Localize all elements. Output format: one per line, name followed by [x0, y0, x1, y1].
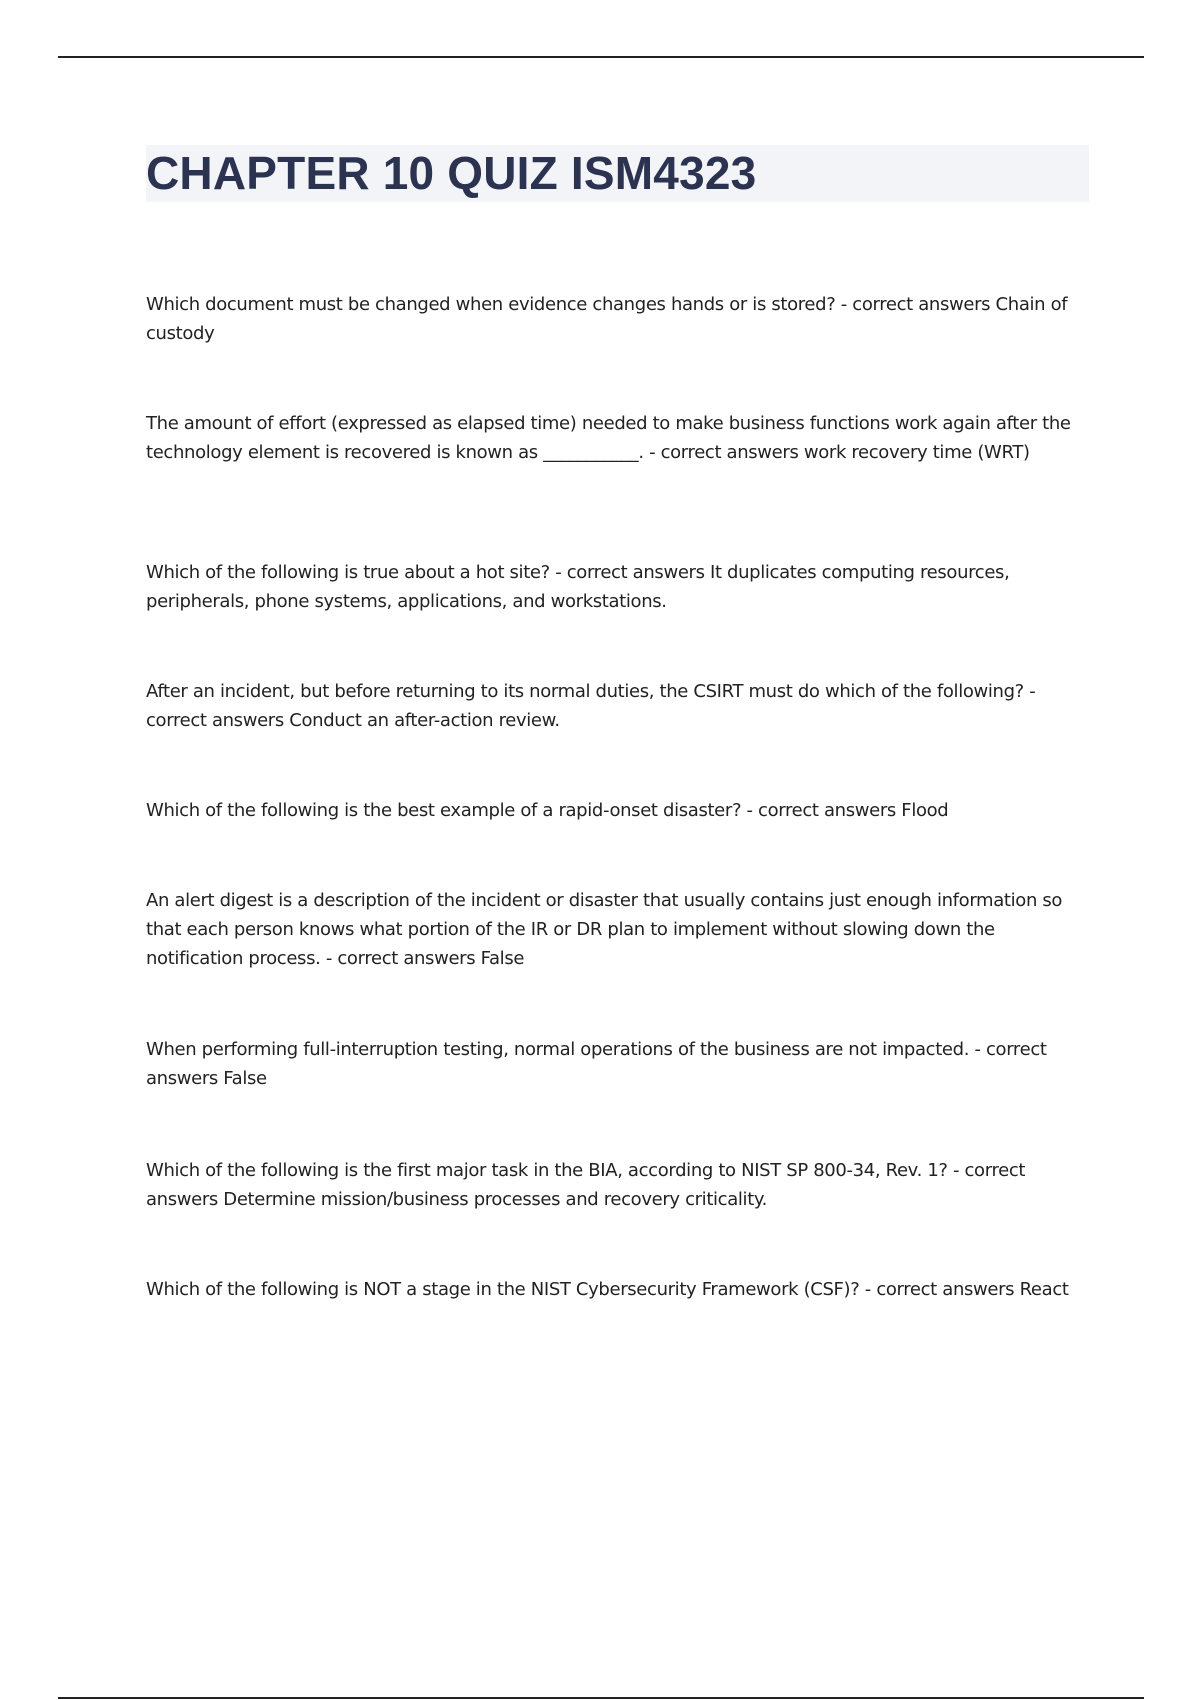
bottom-rule — [58, 1697, 1144, 1699]
question-item: Which of the following is NOT a stage in the NIST Cybersecurity Framework (CSF)? - correct answers React — [146, 1279, 1069, 1300]
question-item: Which of the following is the first major task in the BIA, according to NIST SP 800-34, Rev. 1? - correct answers Determine mission/business processes and recovery criticality. — [146, 1160, 1026, 1210]
question-item: After an incident, but before returning to its normal duties, the CSIRT must do which of the following? - correct answers Conduct an after-action review. — [146, 681, 1036, 731]
question-item: An alert digest is a description of the incident or disaster that usually contains just enough information so that each person knows what portion of the IR or DR plan to implement without slowing down the notification process. - correct answers False — [146, 890, 1063, 969]
question-item: Which of the following is the best example of a rapid-onset disaster? - correct answers Flood — [146, 800, 949, 821]
question-item: Which of the following is true about a hot site? - correct answers It duplicates computing resources, peripherals, phone systems, applications, and workstations. — [146, 562, 1010, 612]
question-item: Which document must be changed when evidence changes hands or is stored? - correct answers Chain of custody — [146, 294, 1068, 344]
question-item: When performing full-interruption testing, normal operations of the business are not impacted. - correct answers False — [146, 1039, 1047, 1089]
question-item: The amount of effort (expressed as elapsed time) needed to make business functions work again after the technology element is recovered is known as ___________. - correct answers work recovery time (WRT) — [146, 413, 1071, 463]
page-title: CHAPTER 10 QUIZ ISM4323 — [146, 147, 757, 199]
top-rule — [58, 56, 1144, 58]
